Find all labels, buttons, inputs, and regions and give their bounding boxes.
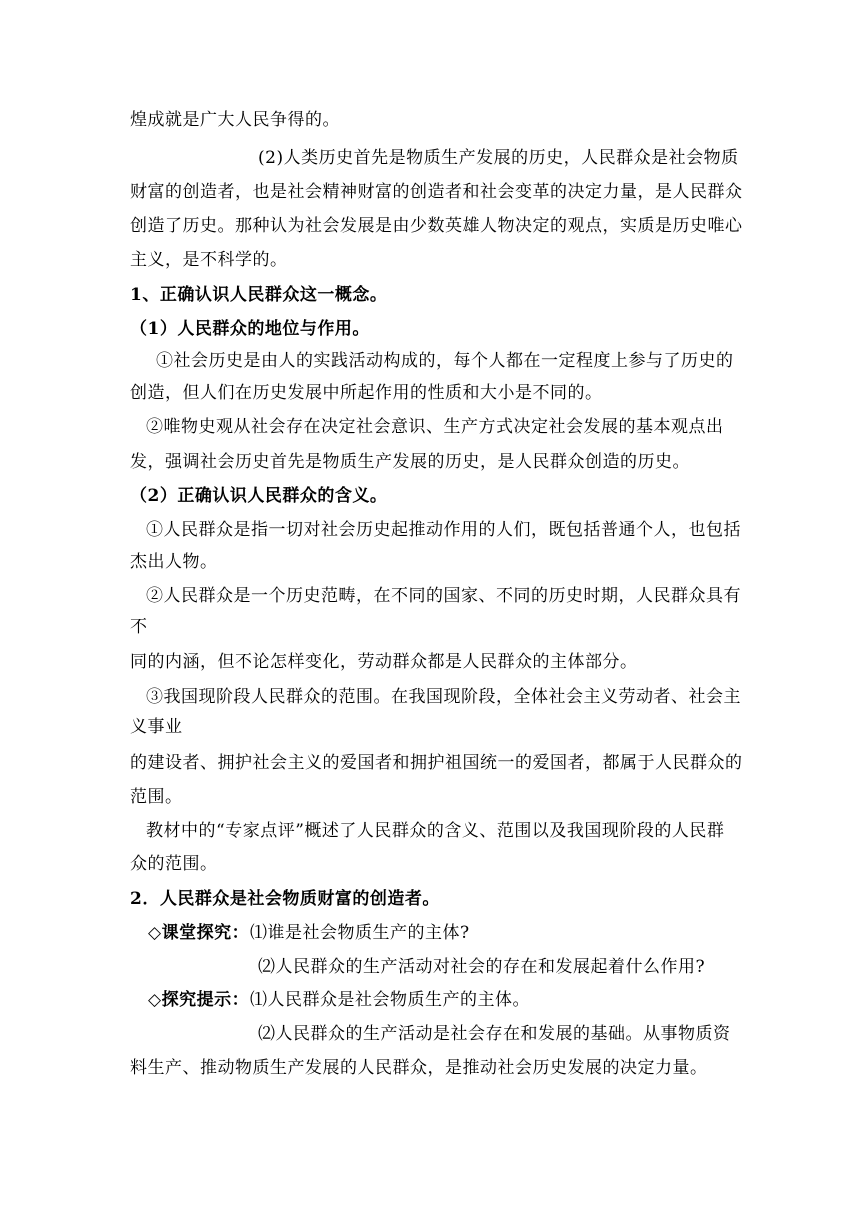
text-line: 范围。 (130, 787, 183, 807)
text-line: ①社会历史是由人的实践活动构成的，每个人都在一定程度上参与了历史的 (156, 351, 734, 371)
text-line: 教材中的“专家点评”概述了人民群众的含义、范围以及我国现阶段的人民群 (146, 821, 725, 841)
text-line: 料生产、推动物质生产发展的人民群众，是推动社会历史发展的决定力量。 (130, 1058, 708, 1078)
text-line: 义事业 (130, 717, 183, 737)
text-line: 主义，是不科学的。 (130, 250, 288, 270)
text-line: ⑴人民群众是社会物质生产的主体。 (250, 990, 530, 1010)
hint-label: ◇探究提示： (148, 990, 250, 1010)
section-heading: 2．人民群众是社会物质财富的创造者。 (130, 889, 440, 909)
text-line: 众的范围。 (130, 854, 218, 874)
text-line: ②唯物史观从社会存在决定社会意识、生产方式决定社会发展的基本观点出 (146, 417, 724, 437)
text-line: 不 (130, 617, 148, 637)
text-line: (2)人类历史首先是物质生产发展的历史，人民群众是社会物质 (258, 148, 739, 168)
text-line: ⑵人民群众的生产活动对社会的存在和发展起着什么作用? (258, 957, 706, 977)
subsection-heading: （1）人民群众的地位与作用。 (130, 319, 370, 339)
text-line: ②人民群众是一个历史范畴，在不同的国家、不同的历史时期，人民群众具有 (146, 586, 741, 606)
text-line: ⑵人民群众的生产活动是社会存在和发展的基础。从事物质资 (258, 1024, 731, 1044)
text-line: 杰出人物。 (130, 552, 218, 572)
text-line: 同的内涵，但不论怎样变化，劳动群众都是人民群众的主体部分。 (130, 652, 638, 672)
text-line: 创造，但人们在历史发展中所起作用的性质和大小是不同的。 (130, 383, 603, 403)
section-heading: 1、正确认识人民群众这一概念。 (130, 285, 388, 305)
text-line: ③我国现阶段人民群众的范围。在我国现阶段，全体社会主义劳动者、社会主 (146, 687, 741, 707)
text-line: 财富的创造者，也是社会精神财富的创造者和社会变革的决定力量，是人民群众 (130, 182, 743, 202)
subsection-heading: （2）正确认识人民群众的含义。 (130, 486, 388, 506)
inquiry-label: ◇课堂探究： (148, 923, 250, 943)
text-line: ⑴谁是社会物质生产的主体? (250, 923, 470, 943)
text-line: 创造了历史。那种认为社会发展是由少数英雄人物决定的观点，实质是历史唯心 (130, 216, 743, 236)
text-line: 发，强调社会历史首先是物质生产发展的历史，是人民群众创造的历史。 (130, 452, 690, 472)
text-line: ①人民群众是指一切对社会历史起推动作用的人们，既包括普通个人，也包括 (146, 520, 741, 540)
text-line: 的建设者、拥护社会主义的爱国者和拥护祖国统一的爱国者，都属于人民群众的 (130, 753, 743, 773)
text-line: 煌成就是广大人民争得的。 (130, 110, 340, 130)
